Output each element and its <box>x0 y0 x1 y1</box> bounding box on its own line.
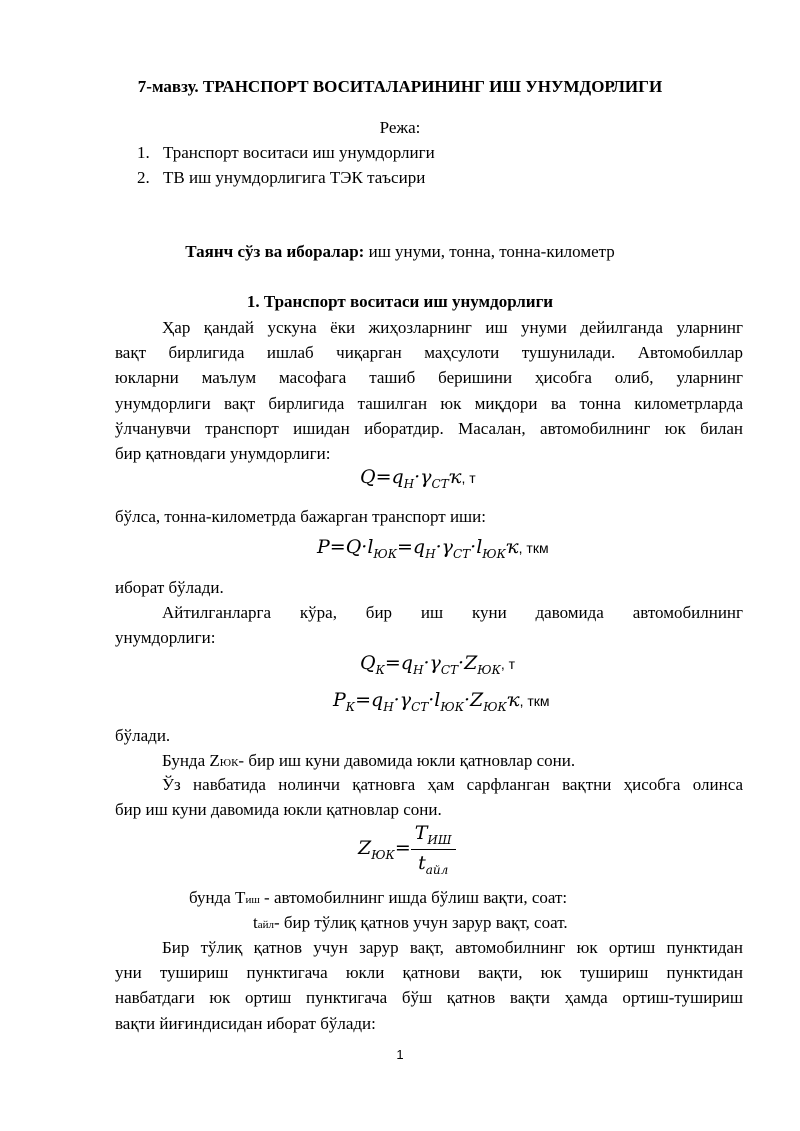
plan-item-number: 2. <box>137 168 150 187</box>
text-line: бўлади. <box>115 726 171 745</box>
section-heading: 1. Транспорт воситаси иш унумдорлиги <box>246 292 554 311</box>
keywords-line <box>0 242 800 262</box>
text-line: юкларни маълум масофага ташиб беришини ҳисобга олиб, уларнинг <box>115 368 743 388</box>
plan-item <box>137 168 426 188</box>
text-line: уни тушириш пунктигача юкли қатнови вақти, юк тушириш пунктидан <box>115 963 743 983</box>
definition-line: Бунда ZЮК- бир иш куни давомида юкли қатновлар сони. <box>162 751 576 770</box>
text-line: вақти йиғиндисидан иборат бўлади: <box>115 1013 376 1033</box>
text-line: Бир тўлиқ қатнов учун зарур вақт, автомобилнинг юк ортиш пунктидан <box>162 938 743 957</box>
text-line: Ҳар қандай ускуна ёки жиҳозларнинг иш унуми дейилганда уларнинг <box>162 318 743 337</box>
paragraph-daily <box>115 600 743 650</box>
formula-unit: , ткм <box>519 693 550 709</box>
formula-unit: , т <box>500 656 516 672</box>
text-line: навбатдаги юк ортиш пунктигача бўш қатнов вақти ҳамда ортиш-тушириш <box>115 988 743 1008</box>
definition-line: бунда Tиш - автомобилнинг ишда бўлиш вақти, соат: <box>189 888 568 907</box>
keywords-label: Таянч сўз ва иборалар: <box>185 242 365 261</box>
paragraph-intro <box>115 315 743 466</box>
plan-heading: Режа: <box>379 118 421 137</box>
text-line: бир қатновдаги унумдорлиги: <box>115 443 331 463</box>
text-line: унумдорлиги: <box>115 628 216 648</box>
paragraph-trips <box>115 772 743 822</box>
formula-qk: $Q_К=q_Н\cdot\gamma_{СТ}\cdot Z_{ЮК}$, т <box>360 652 516 677</box>
formula-unit: , ткм <box>518 540 549 556</box>
text-line: бўлса, тонна-километрда бажарган транспорт иши: <box>115 507 486 526</box>
text-line: ўлчанувчи транспорт ишидан иборатдир. Масалан, автомобилнинг юк билан <box>115 418 743 438</box>
text-line: Айтилганларга кўра, бир иш куни давомида автомобилнинг <box>162 603 743 622</box>
text-line: Ўз навбатида нолинчи қатновга ҳам сарфланган вақтни ҳисобга олинса <box>162 775 743 794</box>
text-line: бир иш куни давомида юкли қатновлар сони. <box>115 800 442 820</box>
formula-p: $P=Q\cdot l_{ЮК}=q_Н\cdot\gamma_{СТ}\cdot l_{ЮК}ҡ$, ткм <box>317 536 549 561</box>
plan-item-text: Транспорт воситаси иш унумдорлиги <box>163 143 435 162</box>
plan-item <box>137 143 435 163</box>
text-line: унумдорлиги вақт бирлигида ташилган юк миқдори ва тонна километрларда <box>115 393 743 413</box>
page-number: 1 <box>396 1047 404 1062</box>
formula-unit: , т <box>461 470 476 486</box>
formula-q: $Q=q_Н\cdot\gamma_{СТ}ҡ$, т <box>360 466 476 491</box>
definition-line: tайл- бир тўлиқ қатнов учун зарур вақт, соат. <box>253 913 568 932</box>
keywords-text: иш унуми, тонна, тонна-километр <box>364 242 615 261</box>
formula-z: $Z_{ЮК}=$ $\frac{T_{ИШ}}{t_{айл}}$ <box>358 822 456 877</box>
plan-item-number: 1. <box>137 143 150 162</box>
paragraph-trip-time <box>115 935 743 1036</box>
text-line: вақт бирлигида ишлаб чиқарган маҳсулоти тушунилади. Автомобиллар <box>115 343 743 363</box>
formula-pk: $P_К=q_Н\cdot\gamma_{СТ}\cdot l_{ЮК}\cdot Z_{ЮК}ҡ$, ткм <box>333 689 550 714</box>
fraction: $\frac{T_{ИШ}}{t_{айл}}$ <box>411 822 456 877</box>
text-line: иборат бўлади. <box>115 578 224 597</box>
plan-item-text: ТВ иш унумдорлигига ТЭК таъсири <box>163 168 426 187</box>
page-title: 7-мавзу. ТРАНСПОРТ ВОСИТАЛАРИНИНГ ИШ УНУМДОРЛИГИ <box>137 77 663 96</box>
